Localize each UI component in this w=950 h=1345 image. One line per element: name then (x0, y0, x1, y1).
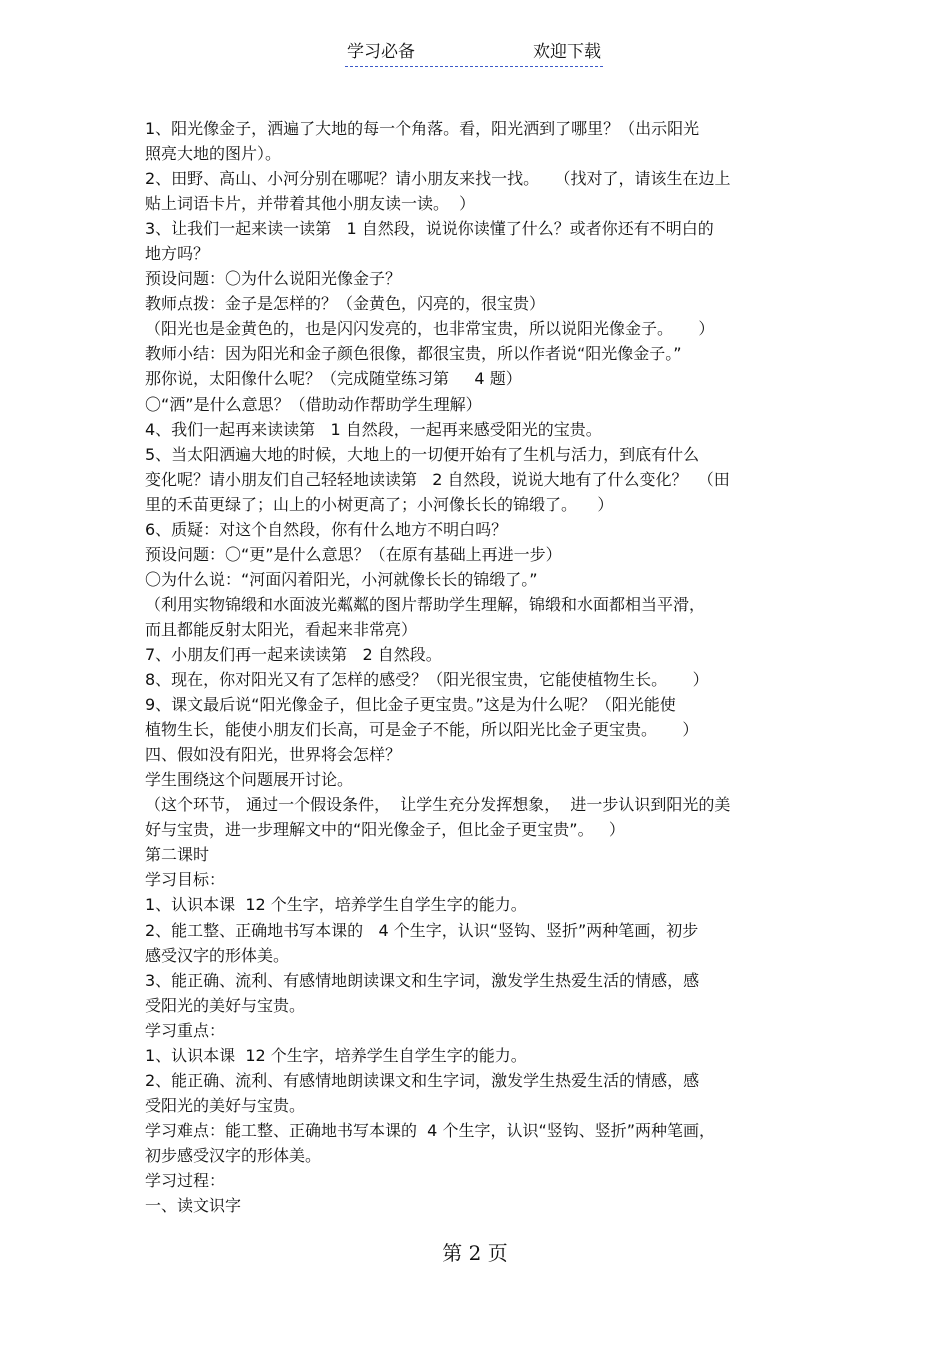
text-line: 受阳光的美好与宝贵。 (145, 1095, 306, 1115)
text-line: 教师小结：因为阳光和金子颜色很像，都很宝贵，所以作者说“阳光像金子。” (145, 344, 682, 364)
text-line: 预设问题：〇为什么说阳光像金子？ (145, 269, 402, 289)
text-line: （这个环节， 通过一个假设条件， 让学生充分发挥想象， 进一步认识到阳光的美 (145, 795, 731, 815)
text-line: 植物生长，能使小朋友们长高，可是金子不能，所以阳光比金子更宝贵。 ） (145, 720, 699, 740)
text-line: 3、让我们一起来读一读第 1 自然段，说说你读懂了什么？或者你还有不明白的 (145, 219, 714, 239)
text-line: 8、现在，你对阳光又有了怎样的感受？（阳光很宝贵，它能使植物生长。 ） (145, 670, 709, 690)
text-line: 1、认识本课 12 个生字，培养学生自学生字的能力。 (145, 1045, 527, 1065)
text-line: 里的禾苗更绿了；山上的小树更高了；小河像长长的锦缎了。 ） (145, 494, 614, 514)
text-line: （利用实物锦缎和水面波光粼粼的图片帮助学生理解，锦缎和水面都相当平滑， (145, 594, 706, 614)
text-line: 〇为什么说：“河面闪着阳光，小河就像长长的锦缎了。” (145, 569, 538, 589)
text-line: 2、能工整、正确地书写本课的 4 个生字，认识“竖钩、竖折”两种笔画，初步 (145, 920, 699, 940)
text-line: 初步感受汉字的形体美。 (145, 1145, 322, 1165)
text-line: 1、阳光像金子，洒遍了大地的每一个角落。看，阳光洒到了哪里？（出示阳光 (145, 119, 700, 138)
text-line: 那你说，太阳像什么呢？（完成随堂练习第 4 题） (145, 369, 522, 389)
text-line: 地方吗？ (145, 244, 210, 264)
document-body (145, 116, 813, 1218)
text-line: 感受汉字的形体美。 (145, 945, 290, 965)
text-line: 贴上词语卡片，并带着其他小朋友读一读。 ） (145, 194, 476, 214)
text-line: 学生围绕这个问题展开讨论。 (145, 770, 354, 790)
text-line: 2、田野、高山、小河分别在哪呢？请小朋友来找一找。 （找对了，请该生在边上 (145, 169, 731, 189)
text-line: 教师点拨：金子是怎样的？（金黄色，闪亮的，很宝贵） (145, 294, 546, 314)
text-line: 变化呢？请小朋友们自己轻轻地读读第 2 自然段，说说大地有了什么变化？ （田 (145, 469, 730, 489)
text-line: 学习难点：能工整、正确地书写本课的 4 个生字，认识“竖钩、竖折”两种笔画， (145, 1120, 716, 1140)
text-line: 受阳光的美好与宝贵。 (145, 995, 306, 1015)
text-line: 7、小朋友们再一起来读读第 2 自然段。 (145, 644, 442, 664)
text-line: 2、能正确、流利、有感情地朗读课文和生字词，激发学生热爱生活的情感，感 (145, 1070, 700, 1090)
text-line: 第二课时 (145, 845, 210, 865)
text-line: 6、质疑：对这个自然段，你有什么地方不明白吗？ (145, 519, 508, 539)
text-line: 照亮大地的图片）。 (145, 144, 282, 164)
header-right-text: 欢迎下载 (533, 42, 601, 62)
text-line: 9、课文最后说“阳光像金子，但比金子更宝贵。”这是为什么呢？（阳光能使 (145, 695, 676, 715)
text-line: （阳光也是金黄色的，也是闪闪发亮的，也非常宝贵，所以说阳光像金子。 ） (145, 319, 715, 339)
text-line: 〇“洒”是什么意思？（借助动作帮助学生理解） (145, 394, 482, 414)
text-line: 四、假如没有阳光，世界将会怎样？ (145, 745, 402, 765)
page-number: 第 2 页 (442, 1241, 508, 1265)
text-line: 一、读文识字 (145, 1196, 242, 1216)
text-line: 1、认识本课 12 个生字，培养学生自学生字的能力。 (145, 895, 527, 915)
text-line: 学习目标： (145, 870, 226, 890)
page-header (345, 40, 603, 67)
text-line: 学习过程： (145, 1170, 226, 1190)
text-line: 5、当太阳洒遍大地的时候，大地上的一切便开始有了生机与活力，到底有什么 (145, 444, 700, 464)
text-line: 3、能正确、流利、有感情地朗读课文和生字词，激发学生热爱生活的情感，感 (145, 970, 700, 990)
header-left-text: 学习必备 (347, 42, 415, 62)
text-line: 4、我们一起再来读读第 1 自然段，一起再来感受阳光的宝贵。 (145, 419, 602, 439)
text-line: 预设问题：〇“更”是什么意思？（在原有基础上再进一步） (145, 544, 562, 564)
text-line: 学习重点： (145, 1020, 226, 1040)
text-line: 而且都能反射太阳光，看起来非常亮） (145, 619, 418, 639)
text-line: 好与宝贵，进一步理解文中的“阳光像金子，但比金子更宝贵”。 ） (145, 820, 625, 840)
